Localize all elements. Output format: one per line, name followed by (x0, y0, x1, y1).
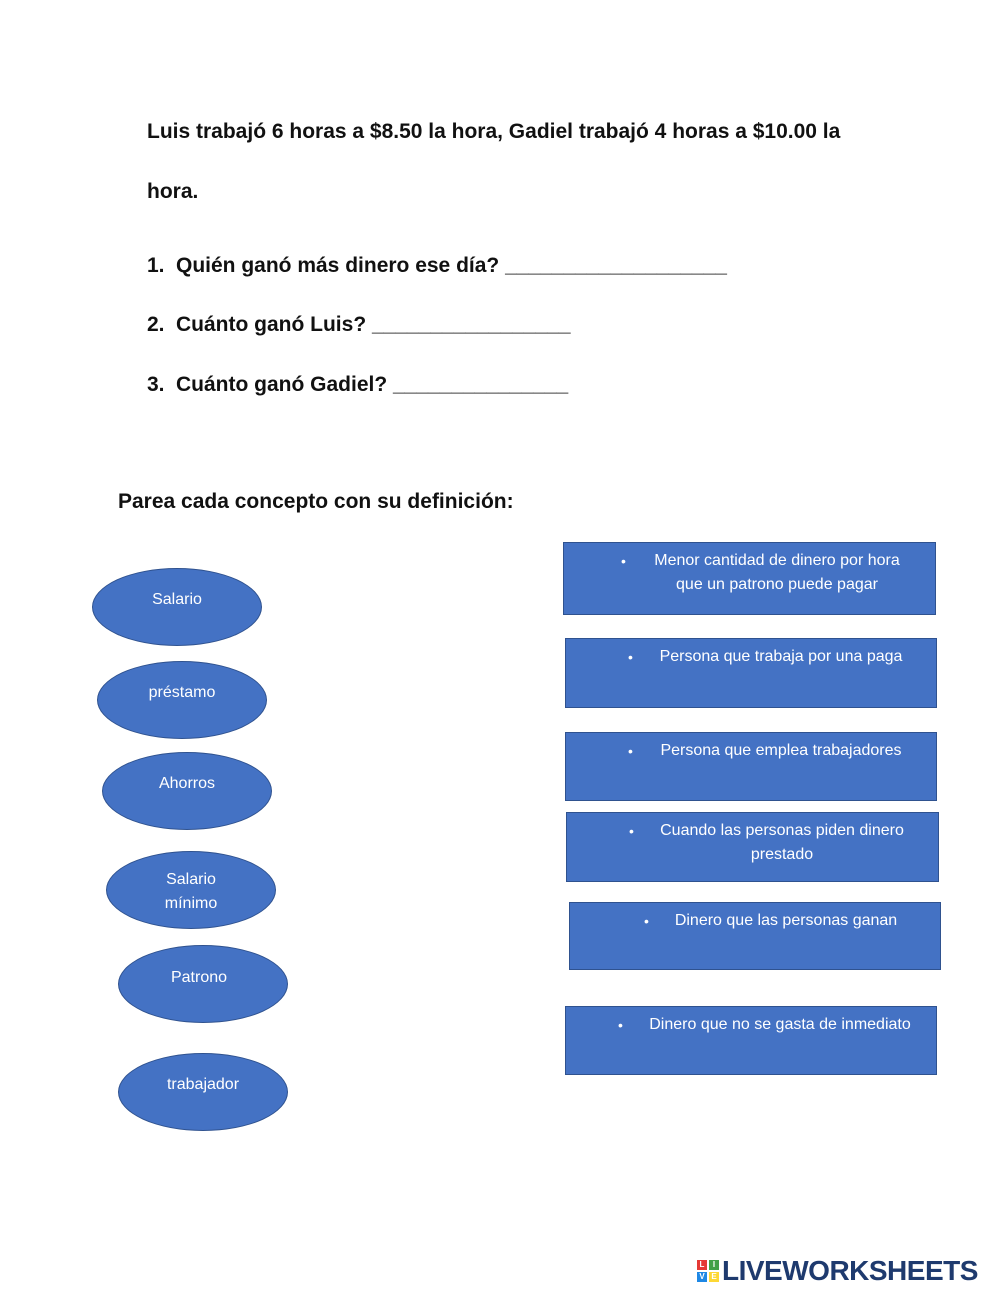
question-number: 2. (147, 313, 165, 336)
definition-text (647, 819, 917, 867)
concept-salario-minimo[interactable] (106, 851, 276, 929)
definition-prestamo[interactable] (566, 812, 939, 882)
concept-label: Salario (152, 591, 202, 608)
matching-heading: Parea cada concepto con su definición: (118, 490, 514, 513)
bullet-icon: • (644, 913, 649, 929)
question-number: 1. (147, 254, 165, 277)
question-text: Cuánto ganó Gadiel? _______________ (176, 373, 569, 396)
liveworksheets-logo (697, 1255, 978, 1287)
question-2 (147, 313, 571, 337)
problem-line-2: hora. (147, 180, 199, 203)
definition-text: Dinero que no se gasta de inmediato (649, 1016, 911, 1033)
bullet-icon: • (629, 823, 634, 839)
problem-line-1: Luis trabajó 6 horas a $8.50 la hora, Gadiel trabajó 4 horas a $10.00 la (147, 120, 841, 143)
logo-text: LIVEWORKSHEETS (722, 1255, 978, 1286)
concept-label: Patrono (170, 969, 228, 986)
concept-salario[interactable] (92, 568, 262, 646)
bullet-icon: • (628, 649, 633, 665)
question-3 (147, 373, 568, 397)
definition-text: Persona que trabaja por una paga (659, 648, 903, 665)
definition-line-2: que un patrono puede pagar (676, 576, 878, 593)
definition-line-2: prestado (750, 846, 814, 863)
logo-mark-icon (697, 1260, 719, 1282)
definition-line-1: Cuando las personas piden dinero (660, 822, 904, 839)
concept-trabajador[interactable] (118, 1053, 288, 1131)
definition-text (634, 549, 920, 597)
concept-label-line-2: mínimo (164, 895, 218, 912)
definition-patrono[interactable] (565, 732, 937, 801)
definition-salario[interactable] (569, 902, 941, 970)
logo-letter: L (697, 1260, 707, 1270)
definition-salario-minimo[interactable] (563, 542, 936, 615)
concept-label: Salario (166, 871, 216, 888)
question-text: Quién ganó más dinero ese día? ___________________ (176, 254, 727, 277)
question-number: 3. (147, 373, 165, 396)
definition-trabajador[interactable] (565, 638, 937, 708)
question-1 (147, 254, 727, 278)
bullet-icon: • (628, 743, 633, 759)
definition-line-1: Menor cantidad de dinero por hora (654, 552, 900, 569)
bullet-icon: • (618, 1017, 623, 1033)
logo-letter: E (709, 1272, 719, 1282)
definition-ahorros[interactable] (565, 1006, 937, 1075)
concept-patrono[interactable] (118, 945, 288, 1023)
concept-label: trabajador (166, 1076, 240, 1093)
definition-text: Persona que emplea trabajadores (660, 742, 902, 759)
concept-label: Ahorros (158, 775, 216, 792)
logo-letter: V (697, 1272, 707, 1282)
bullet-icon: • (621, 553, 626, 569)
concept-prestamo[interactable] (97, 661, 267, 739)
logo-letter: I (709, 1260, 719, 1270)
question-text: Cuánto ganó Luis? _________________ (176, 313, 571, 336)
concept-ahorros[interactable] (102, 752, 272, 830)
definition-text: Dinero que las personas ganan (674, 912, 898, 929)
concept-label: préstamo (148, 684, 216, 701)
